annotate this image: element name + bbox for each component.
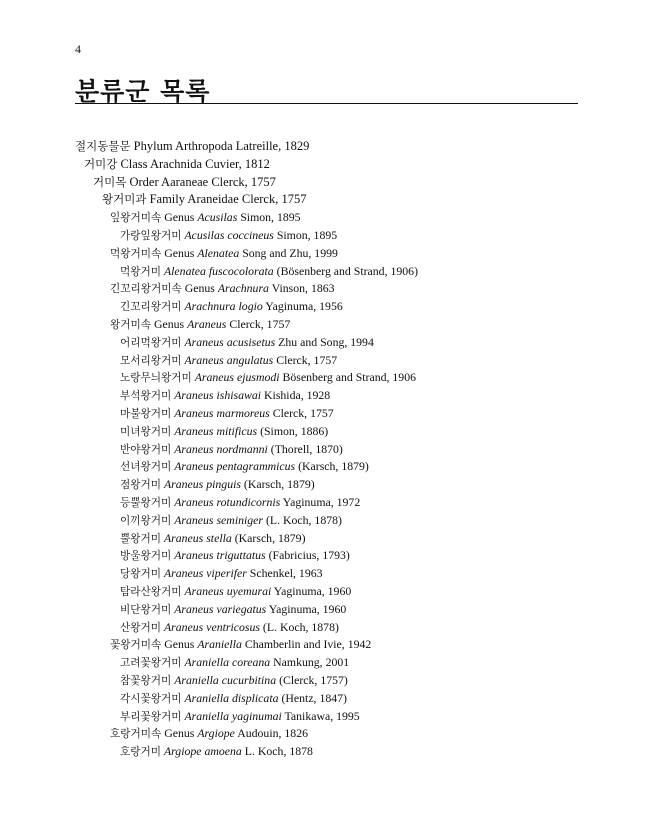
taxon-row xyxy=(0,352,652,370)
taxon-authority: Tanikawa, 1995 xyxy=(284,708,360,723)
taxon-rank-name: Genus xyxy=(184,281,215,296)
taxon-scientific-name: Araneus variegatus xyxy=(174,601,267,616)
taxon-authority: Bösenberg and Strand, 1906 xyxy=(282,370,416,385)
taxon-authority: Namkung, 2001 xyxy=(273,655,350,670)
taxon-scientific-name: Araneus acusisetus xyxy=(184,334,276,349)
taxon-korean-name: 호랑거미 xyxy=(120,745,161,759)
taxon-row xyxy=(0,583,652,601)
taxon-authority: (Clerck, 1757) xyxy=(279,672,348,687)
taxon-rank-name: Genus xyxy=(164,245,195,260)
taxon-korean-name: 왕거미과 xyxy=(102,192,147,207)
taxon-korean-name: 반야왕거미 xyxy=(120,442,172,456)
taxon-scientific-name: Araneus viperifer xyxy=(163,566,247,581)
taxon-korean-name: 등뿔왕거미 xyxy=(120,495,172,509)
taxon-korean-name: 어리먹왕거미 xyxy=(120,335,182,349)
taxon-scientific-name: Araniella displicata xyxy=(184,690,279,705)
taxon-authority: Yaginuma, 1972 xyxy=(282,494,361,509)
title-rule xyxy=(75,103,578,104)
taxon-row xyxy=(0,387,652,405)
taxon-row xyxy=(0,298,652,316)
taxon-rank-name: Order Aaraneae Clerck, 1757 xyxy=(129,174,276,189)
taxon-row xyxy=(0,263,652,281)
taxon-authority: Schenkel, 1963 xyxy=(249,566,323,581)
taxon-scientific-name: Araneus marmoreus xyxy=(174,405,270,420)
taxon-authority: Simon, 1895 xyxy=(240,210,301,225)
taxon-scientific-name: Araneus angulatus xyxy=(184,352,274,367)
taxon-authority: Yaginuma, 1956 xyxy=(265,299,343,314)
taxon-authority: Clerck, 1757 xyxy=(272,405,334,420)
taxon-korean-name: 이끼왕거미 xyxy=(120,513,172,527)
taxon-authority: Clerck, 1757 xyxy=(276,352,338,367)
taxon-authority: (Bösenberg and Strand, 1906) xyxy=(276,263,418,278)
taxon-korean-name: 먹왕거미속 xyxy=(110,246,162,260)
taxon-authority: (Hentz, 1847) xyxy=(281,690,347,705)
taxon-scientific-name: Araniella coreana xyxy=(184,655,271,670)
taxon-korean-name: 뿔왕거미 xyxy=(120,531,161,545)
taxon-scientific-name: Alenatea xyxy=(197,245,240,260)
taxon-scientific-name: Arachnura xyxy=(217,281,269,296)
taxon-scientific-name: Araneus rotundicornis xyxy=(174,494,281,509)
taxon-scientific-name: Araneus xyxy=(187,316,227,331)
taxon-authority: (Karsch, 1879) xyxy=(234,530,306,545)
taxon-scientific-name: Araneus pinguis xyxy=(163,477,241,492)
taxon-row xyxy=(0,209,652,227)
taxon-authority: Vinson, 1863 xyxy=(271,281,335,296)
taxon-korean-name: 거미목 xyxy=(93,174,127,189)
taxon-korean-name: 꽃왕거미속 xyxy=(110,638,162,652)
taxon-authority: (Karsch, 1879) xyxy=(243,477,315,492)
taxon-authority: Audouin, 1826 xyxy=(237,726,308,741)
taxon-scientific-name: Araneus pentagrammicus xyxy=(174,459,296,474)
taxon-authority: Yaginuma, 1960 xyxy=(273,583,352,598)
taxon-scientific-name: Alenatea fuscocolorata xyxy=(163,263,274,278)
taxon-authority: Kishida, 1928 xyxy=(264,388,331,403)
taxon-scientific-name: Araneus ishisawai xyxy=(174,388,262,403)
taxon-row xyxy=(0,547,652,565)
taxon-row xyxy=(0,743,652,761)
taxon-row xyxy=(0,690,652,708)
taxon-row xyxy=(0,280,652,298)
taxon-rank-name: Genus xyxy=(164,637,195,652)
taxon-scientific-name: Araneus nordmanni xyxy=(174,441,268,456)
taxon-row xyxy=(0,174,652,192)
taxon-authority: (L. Koch, 1878) xyxy=(262,619,339,634)
taxon-korean-name: 당왕거미 xyxy=(120,567,161,581)
taxon-scientific-name: Araneus seminiger xyxy=(174,512,263,527)
taxon-scientific-name: Araneus triguttatus xyxy=(174,548,266,563)
taxon-row xyxy=(0,672,652,690)
taxon-row xyxy=(0,458,652,476)
taxon-korean-name: 참꽃왕거미 xyxy=(120,673,172,687)
taxon-authority: Song and Zhu, 1999 xyxy=(242,245,338,260)
taxon-row xyxy=(0,423,652,441)
taxon-authority: (Thorell, 1870) xyxy=(270,441,343,456)
taxon-row xyxy=(0,601,652,619)
taxon-scientific-name: Arachnura logio xyxy=(184,299,263,314)
page-title: 분류군 목록 xyxy=(75,77,211,106)
taxon-row xyxy=(0,405,652,423)
taxon-korean-name: 긴꼬리왕거미속 xyxy=(110,282,182,296)
taxon-scientific-name: Araniella yaginumai xyxy=(184,708,282,723)
taxon-scientific-name: Araneus mitificus xyxy=(174,423,258,438)
taxon-authority: Zhu and Song, 1994 xyxy=(278,334,374,349)
taxon-scientific-name: Araneus ejusmodi xyxy=(194,370,280,385)
taxon-row xyxy=(0,619,652,637)
taxon-korean-name: 비단왕거미 xyxy=(120,602,172,616)
taxon-scientific-name: Araneus uyemurai xyxy=(184,583,272,598)
page-number: 4 xyxy=(75,42,81,56)
taxon-korean-name: 먹왕거미 xyxy=(120,264,161,278)
taxon-row xyxy=(0,530,652,548)
taxon-korean-name: 고려꽃왕거미 xyxy=(120,656,182,670)
taxon-korean-name: 잎왕거미속 xyxy=(110,211,162,225)
taxon-korean-name: 모서리왕거미 xyxy=(120,353,182,367)
taxon-rank-name: Genus xyxy=(164,210,195,225)
taxon-row xyxy=(0,476,652,494)
taxon-korean-name: 호랑거미속 xyxy=(110,727,162,741)
taxon-row xyxy=(0,565,652,583)
taxon-rank-name: Genus xyxy=(153,316,185,331)
taxon-korean-name: 방울왕거미 xyxy=(120,549,172,563)
taxon-row xyxy=(0,441,652,459)
taxon-korean-name: 산왕거미 xyxy=(120,620,161,634)
taxon-korean-name: 선녀왕거미 xyxy=(120,460,172,474)
taxon-list xyxy=(0,138,652,761)
taxon-korean-name: 왕거미속 xyxy=(110,317,151,331)
taxon-scientific-name: Araniella xyxy=(197,637,242,652)
taxon-scientific-name: Argiope amoena xyxy=(163,744,242,759)
taxon-korean-name: 점왕거미 xyxy=(120,478,161,492)
taxon-row xyxy=(0,708,652,726)
taxon-korean-name: 탐라산왕거미 xyxy=(120,584,182,598)
taxon-authority: L. Koch, 1878 xyxy=(244,744,313,759)
taxon-korean-name: 마불왕거미 xyxy=(120,406,172,420)
taxon-korean-name: 긴꼬리왕거미 xyxy=(120,300,182,314)
taxon-authority: Simon, 1895 xyxy=(276,227,338,242)
taxon-row xyxy=(0,636,652,654)
taxon-korean-name: 각시꽃왕거미 xyxy=(120,691,182,705)
taxon-scientific-name: Araniella cucurbitina xyxy=(174,672,277,687)
taxon-authority: Yaginuma, 1960 xyxy=(268,601,347,616)
taxon-korean-name: 노랑무늬왕거미 xyxy=(120,371,192,385)
taxon-rank-name: Phylum Arthropoda Latreille, 1829 xyxy=(133,139,310,153)
taxon-scientific-name: Acusilas xyxy=(197,210,238,225)
taxon-authority: Chamberlin and Ivie, 1942 xyxy=(244,637,372,652)
taxon-korean-name: 부석왕거미 xyxy=(120,389,172,403)
taxon-authority: Clerck, 1757 xyxy=(229,316,291,331)
taxon-row xyxy=(0,138,652,156)
taxon-row xyxy=(0,494,652,512)
taxon-scientific-name: Acusilas coccineus xyxy=(184,227,274,242)
taxon-authority: (Karsch, 1879) xyxy=(298,459,369,474)
taxon-row xyxy=(0,191,652,209)
taxon-row xyxy=(0,227,652,245)
taxon-row xyxy=(0,156,652,174)
taxon-row xyxy=(0,245,652,263)
taxon-rank-name: Family Araneidae Clerck, 1757 xyxy=(149,192,307,207)
taxon-authority: (Simon, 1886) xyxy=(260,423,329,438)
taxon-scientific-name: Araneus ventricosus xyxy=(163,619,260,634)
taxon-korean-name: 절지동물문 xyxy=(75,139,131,153)
taxon-row xyxy=(0,512,652,530)
taxon-row xyxy=(0,369,652,387)
taxon-rank-name: Class Arachnida Cuvier, 1812 xyxy=(120,156,270,171)
taxon-authority: (L. Koch, 1878) xyxy=(265,512,342,527)
taxon-scientific-name: Argiope xyxy=(197,726,235,741)
taxon-row xyxy=(0,334,652,352)
taxon-row xyxy=(0,654,652,672)
taxon-rank-name: Genus xyxy=(164,726,195,741)
taxon-row xyxy=(0,725,652,743)
taxon-scientific-name: Araneus stella xyxy=(163,530,232,545)
taxon-row xyxy=(0,316,652,334)
taxon-korean-name: 거미강 xyxy=(84,156,118,171)
taxon-korean-name: 부리꽃왕거미 xyxy=(120,709,182,723)
taxon-korean-name: 미녀왕거미 xyxy=(120,424,172,438)
taxon-korean-name: 가랑잎왕거미 xyxy=(120,228,182,242)
taxon-authority: (Fabricius, 1793) xyxy=(268,548,350,563)
